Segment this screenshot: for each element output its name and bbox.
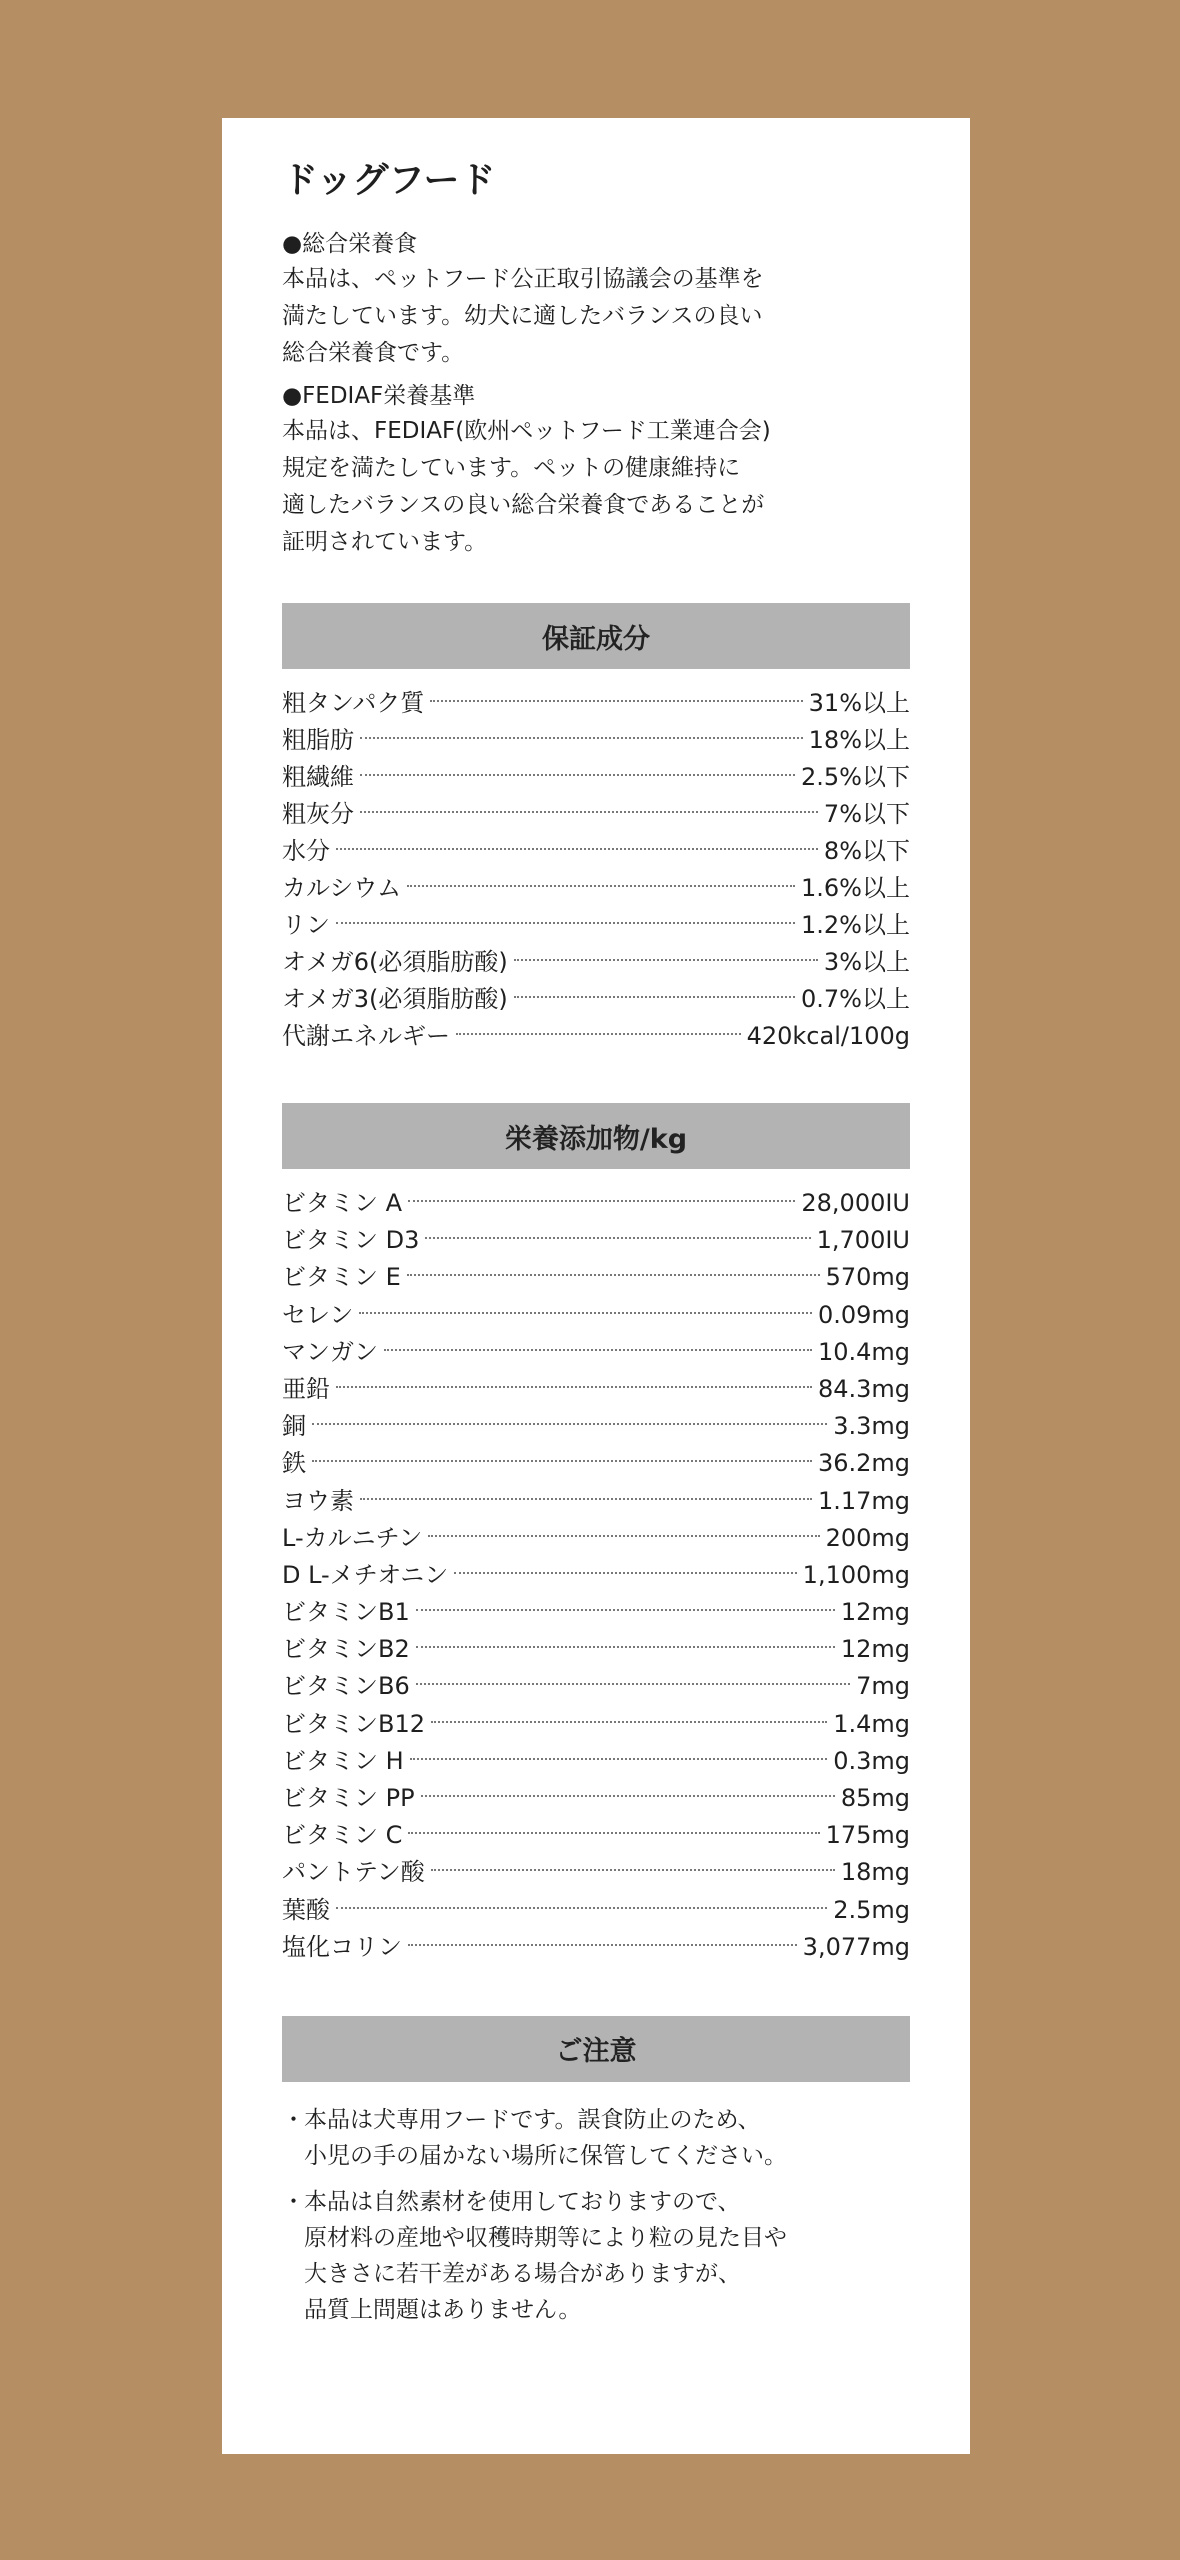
dot-leader <box>416 1609 835 1611</box>
table-row <box>282 907 910 944</box>
bullet: ・ <box>282 2188 305 2215</box>
guarantee-table <box>282 685 910 1055</box>
table-row <box>282 1259 910 1296</box>
table-row <box>282 1668 910 1705</box>
dot-leader <box>408 1832 819 1834</box>
dot-leader <box>336 922 795 924</box>
table-row <box>282 1892 910 1929</box>
row-value: 8%以下 <box>823 837 910 865</box>
dot-leader <box>408 1944 797 1946</box>
table-row <box>282 722 910 759</box>
dot-leader <box>360 811 818 813</box>
table-row <box>282 833 910 870</box>
table-row <box>282 1780 910 1817</box>
row-value: 12mg <box>840 1598 910 1627</box>
dot-leader <box>431 1869 835 1871</box>
row-name: 粗タンパク質 <box>282 689 425 717</box>
section-text <box>282 261 910 372</box>
text-line: 満たしています。幼犬に適したバランスの良い <box>282 303 763 329</box>
row-value: 1.4mg <box>833 1709 910 1738</box>
row-value: 31%以上 <box>808 689 910 717</box>
table-row <box>282 685 910 722</box>
row-value: 0.09mg <box>817 1300 910 1329</box>
row-name: オメガ6(必須脂肪酸) <box>282 948 508 976</box>
row-name: 代謝エネルギー <box>282 1022 450 1050</box>
caution-header: ご注意 <box>282 2016 910 2082</box>
guarantee-header: 保証成分 <box>282 603 910 669</box>
dot-leader <box>312 1460 812 1462</box>
table-row <box>282 981 910 1018</box>
dot-leader <box>359 1312 812 1314</box>
table-row <box>282 1222 910 1259</box>
dot-leader <box>425 1237 810 1239</box>
table-row <box>282 1185 910 1222</box>
section-text <box>282 413 910 561</box>
table-row <box>282 1483 910 1520</box>
row-name: ビタミンB1 <box>282 1598 410 1627</box>
text-line: 総合栄養食です。 <box>282 340 465 366</box>
dot-leader <box>408 1200 795 1202</box>
text-line: 証明されています。 <box>282 529 488 555</box>
dot-leader <box>416 1683 850 1685</box>
row-name: 葉酸 <box>282 1895 330 1924</box>
row-value: 28,000IU <box>801 1189 910 1217</box>
caution-text <box>304 2102 910 2174</box>
row-value: 36.2mg <box>817 1449 910 1478</box>
row-name: マンガン <box>282 1337 378 1366</box>
row-name: カルシウム <box>282 874 402 902</box>
row-value: 3,077mg <box>802 1932 910 1961</box>
row-value: 85mg <box>840 1784 910 1812</box>
row-value: 18%以上 <box>808 726 910 754</box>
caution-list <box>282 2102 910 2328</box>
row-value: 3%以上 <box>823 948 910 976</box>
table-row <box>282 1854 910 1891</box>
table-row <box>282 870 910 907</box>
row-value: 1,100mg <box>802 1560 910 1589</box>
table-row <box>282 1817 910 1854</box>
row-name: ビタミンB12 <box>282 1709 426 1738</box>
row-value: 7%以下 <box>823 800 910 828</box>
table-row <box>282 1631 910 1668</box>
text-line: 原材料の産地や収穫時期等により粒の見た目や <box>304 2224 787 2251</box>
row-value: 570mg <box>825 1263 910 1292</box>
dot-leader <box>360 737 803 739</box>
text-line: 本品は犬専用フードです。誤食防止のため、 <box>304 2106 761 2133</box>
row-name: オメガ3(必須脂肪酸) <box>282 985 508 1013</box>
row-name: 鉄 <box>282 1449 306 1478</box>
row-value: 2.5mg <box>833 1895 910 1924</box>
table-row <box>282 1520 910 1557</box>
row-name: 粗繊維 <box>282 763 354 791</box>
row-value: 2.5%以下 <box>801 763 910 791</box>
row-value: 1.6%以上 <box>801 874 910 902</box>
row-name: 水分 <box>282 837 330 865</box>
table-row <box>282 1297 910 1334</box>
row-name: 亜鉛 <box>282 1374 330 1403</box>
table-row <box>282 796 910 833</box>
row-name: L-カルニチン <box>282 1523 423 1552</box>
row-name: 粗脂肪 <box>282 726 354 754</box>
text-line: 本品は、ペットフード公正取引協議会の基準を <box>282 266 764 292</box>
bullet: ・ <box>282 2106 305 2133</box>
info-card <box>222 118 970 2454</box>
row-value: 0.3mg <box>833 1746 910 1775</box>
dot-leader <box>430 700 802 702</box>
table-row <box>282 759 910 796</box>
dot-leader <box>410 1758 828 1760</box>
table-row <box>282 1706 910 1743</box>
fediaf-section <box>282 380 910 561</box>
additives-table <box>282 1185 910 1966</box>
table-row <box>282 1408 910 1445</box>
caution-item <box>282 2184 910 2328</box>
text-line: 小児の手の届かない場所に保管してください。 <box>304 2142 787 2169</box>
row-name: ヨウ素 <box>282 1486 354 1515</box>
dot-leader <box>360 774 795 776</box>
row-value: 12mg <box>840 1635 910 1664</box>
dot-leader <box>428 1535 819 1537</box>
table-row <box>282 944 910 981</box>
row-name: ビタミンB6 <box>282 1672 410 1701</box>
row-name: 銅 <box>282 1412 306 1441</box>
caution-text <box>304 2184 910 2328</box>
row-value: 0.7%以上 <box>801 985 910 1013</box>
complete-nutrition-section <box>282 228 910 372</box>
row-value: 175mg <box>825 1821 910 1850</box>
dot-leader <box>454 1572 796 1574</box>
text-line: 品質上問題はありません。 <box>304 2296 582 2323</box>
table-row <box>282 1445 910 1482</box>
row-name: 塩化コリン <box>282 1932 402 1961</box>
row-value: 1.2%以上 <box>801 911 910 939</box>
dot-leader <box>431 1721 827 1723</box>
row-value: 84.3mg <box>817 1374 910 1403</box>
dot-leader <box>514 959 818 961</box>
row-name: ビタミン A <box>282 1189 403 1217</box>
dot-leader <box>407 885 795 887</box>
row-name: ビタミン H <box>282 1746 404 1775</box>
dot-leader <box>384 1349 812 1351</box>
row-value: 420kcal/100g <box>746 1022 910 1050</box>
table-row <box>282 1334 910 1371</box>
row-value: 1,700IU <box>816 1226 910 1255</box>
row-value: 10.4mg <box>817 1337 910 1366</box>
row-name: 粗灰分 <box>282 800 354 828</box>
dot-leader <box>407 1274 820 1276</box>
table-row <box>282 1557 910 1594</box>
row-value: 200mg <box>825 1523 910 1552</box>
row-name: セレン <box>282 1300 354 1329</box>
row-name: ビタミン C <box>282 1821 403 1850</box>
dot-leader <box>416 1646 835 1648</box>
row-name: ビタミン E <box>282 1263 401 1292</box>
row-value: 3.3mg <box>833 1412 910 1441</box>
row-name: ビタミン PP <box>282 1784 415 1812</box>
row-value: 7mg <box>856 1672 910 1701</box>
row-value: 1.17mg <box>817 1486 910 1515</box>
row-name: D L-メチオニン <box>282 1560 449 1589</box>
dot-leader <box>312 1423 827 1425</box>
text-line: 規定を満たしています。ペットの健康維持に <box>282 455 741 481</box>
row-name: ビタミン D3 <box>282 1226 420 1255</box>
row-name: ビタミンB2 <box>282 1635 410 1664</box>
text-line: 大きさに若干差がある場合がありますが、 <box>304 2260 741 2287</box>
text-line: 本品は、FEDIAF(欧州ペットフード工業連合会) <box>282 418 771 444</box>
dot-leader <box>336 1386 812 1388</box>
dot-leader <box>336 1907 827 1909</box>
dot-leader <box>336 848 818 850</box>
table-row <box>282 1743 910 1780</box>
text-line: 適したバランスの良い総合栄養食であることが <box>282 492 765 518</box>
table-row <box>282 1594 910 1631</box>
row-value: 18mg <box>840 1858 910 1887</box>
caution-item <box>282 2102 910 2174</box>
dot-leader <box>360 1498 812 1500</box>
section-heading: ●総合栄養食 <box>282 231 418 257</box>
dot-leader <box>456 1033 741 1035</box>
row-name: パントテン酸 <box>282 1858 425 1887</box>
section-heading: ●FEDIAF栄養基準 <box>282 383 476 409</box>
table-row <box>282 1929 910 1966</box>
page-title: ドッグフード <box>282 160 496 201</box>
text-line: 本品は自然素材を使用しておりますので、 <box>304 2188 741 2215</box>
dot-leader <box>514 996 795 998</box>
table-row <box>282 1018 910 1055</box>
additives-header: 栄養添加物/kg <box>282 1103 910 1169</box>
dot-leader <box>421 1795 835 1797</box>
table-row <box>282 1371 910 1408</box>
row-name: リン <box>282 911 330 939</box>
